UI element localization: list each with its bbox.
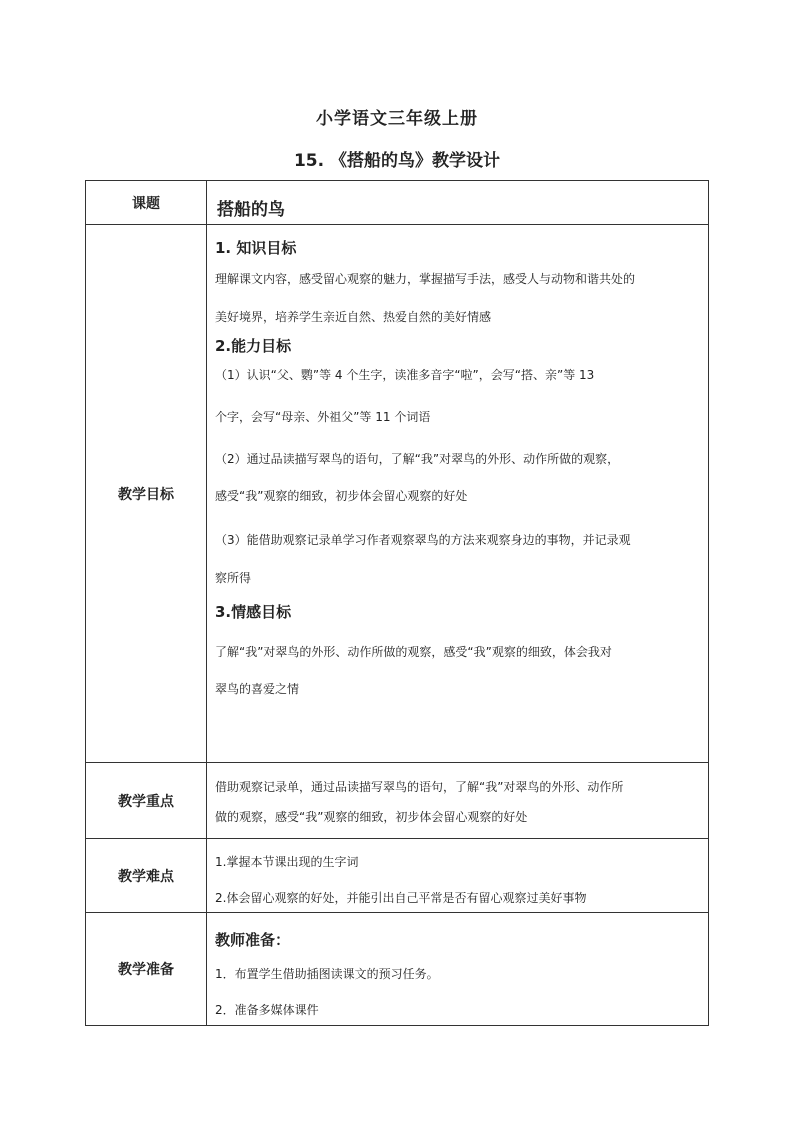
ability-item-3-line-1: （3）能借助观察记录单学习作者观察翠鸟的方法来观察身边的事物，并记录观: [215, 533, 631, 547]
row-preparation: [86, 913, 709, 1026]
ability-item-2-line-2: 感受“我”观察的细致，初步体会留心观察的好处: [215, 489, 468, 503]
row-difficulties: [86, 839, 709, 913]
label-difficulties: 教学难点: [86, 839, 207, 913]
cell-difficulties: [207, 839, 709, 913]
cell-preparation: [207, 913, 709, 1026]
knowledge-line-2: 美好境界，培养学生亲近自然、热爱自然的美好情感: [215, 310, 492, 324]
lesson-plan-table: [85, 180, 709, 1026]
key-points-line-2: 做的观察，感受“我”观察的细致，初步体会留心观察的好处: [215, 810, 528, 824]
emotion-line-2: 翠鸟的喜爱之情: [215, 682, 300, 696]
label-key-points: 教学重点: [86, 763, 207, 839]
document-subtitle: 15. 《搭船的鸟》教学设计: [293, 151, 501, 171]
cell-objectives: [207, 225, 709, 763]
ability-item-3-line-2: 察所得: [215, 571, 252, 585]
ability-item-1-line-1: （1）认识“父、鹦”等 4 个生字，读准多音字“啦”，会写“搭、亲”等 13: [215, 368, 595, 382]
emotion-line-1: 了解“我”对翠鸟的外形、动作所做的观察，感受“我”观察的细致，体会我对: [215, 645, 612, 659]
row-course: [86, 181, 709, 225]
row-key-points: [86, 763, 709, 839]
difficulties-line-2: 2.体会留心观察的好处，并能引出自己平常是否有留心观察过美好事物: [215, 891, 587, 905]
preparation-heading: 教师准备：: [215, 931, 291, 949]
row-objectives: [86, 225, 709, 763]
difficulties-line-1: 1.掌握本节课出现的生字词: [215, 855, 359, 869]
ability-item-2-line-1: （2）通过品读描写翠鸟的语句，了解“我”对翠鸟的外形、动作所做的观察，: [215, 452, 620, 466]
ability-item-1-line-2: 个字，会写“母亲、外祖父”等 11 个词语: [215, 410, 431, 424]
cell-course: [207, 181, 709, 225]
emotion-heading: 3.情感目标: [215, 603, 292, 621]
preparation-item-1: 1．布置学生借助插图读课文的预习任务。: [215, 967, 439, 981]
document-title: 小学语文三年级上册: [316, 109, 478, 129]
ability-heading: 2.能力目标: [215, 337, 292, 355]
key-points-line-1: 借助观察记录单，通过品读描写翠鸟的语句，了解“我”对翠鸟的外形、动作所: [215, 780, 624, 794]
course-name: 搭船的鸟: [217, 200, 285, 220]
label-objectives: 教学目标: [86, 225, 207, 763]
label-preparation: 教学准备: [86, 913, 207, 1026]
knowledge-line-1: 理解课文内容，感受留心观察的魅力，掌握描写手法，感受人与动物和谐共处的: [215, 272, 636, 286]
label-course: 课题: [86, 181, 207, 225]
knowledge-heading: 1. 知识目标: [215, 239, 297, 257]
preparation-item-2: 2．准备多媒体课件: [215, 1003, 319, 1017]
cell-key-points: [207, 763, 709, 839]
